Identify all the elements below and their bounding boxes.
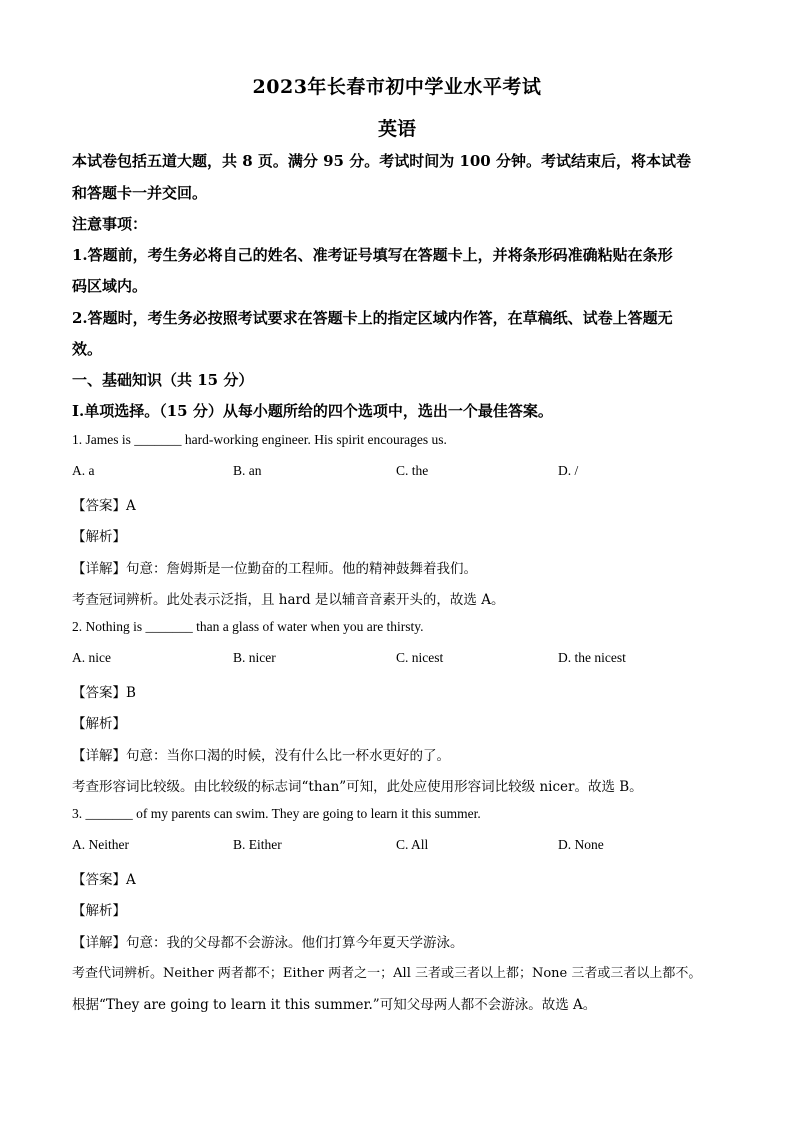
question-1-option-a: A. a <box>72 463 95 478</box>
question-3-stem: 3. _______ of my parents can swim. They are going to learn it this summer. <box>72 806 481 821</box>
question-2-stem: 2. Nothing is _______ than a glass of water when you are thirsty. <box>72 619 424 634</box>
question-3-option-b: B. Either <box>233 837 282 852</box>
question-2-option-c: C. nicest <box>396 650 444 665</box>
part-heading: I.单项选择。（15 分）从每小题所给的四个选项中，选出一个最佳答案。 <box>72 402 553 420</box>
notice-2-line-2: 效。 <box>72 340 103 358</box>
notice-title: 注意事项： <box>72 215 148 233</box>
question-3-option-a: A. Neither <box>72 837 129 852</box>
question-3-explain-1: 考查代词辨析。Neither 两者都不；Either 两者之一；All 三者或三者以上都；None 三者或三者以上都不。 <box>72 966 702 981</box>
exam-title: 2023年长春市初中学业水平考试 <box>252 76 542 98</box>
exam-subject: 英语 <box>377 118 416 140</box>
notice-2-line-1: 2.答题时，考生务必按照考试要求在答题卡上的指定区域内作答，在草稿纸、试卷上答题无 <box>72 309 673 327</box>
question-1-answer: 【答案】A <box>72 498 136 514</box>
question-2-explain: 考查形容词比较级。由比较级的标志词“than”可知，此处应使用形容词比较级 nicer。故选 B。 <box>72 779 643 795</box>
question-3-explain-2: 根据“They are going to learn it this summer.”可知父母两人都不会游泳。故选 A。 <box>72 997 597 1013</box>
question-1-option-d: D. / <box>558 463 579 478</box>
intro-line-1: 本试卷包括五道大题，共 8 页。满分 95 分。考试时间为 100 分钟。考试结束后，将本试卷 <box>72 152 691 170</box>
question-2-detail: 【详解】句意：当你口渴的时候，没有什么比一杯水更好的了。 <box>72 748 450 764</box>
section-heading: 一、基础知识（共 15 分） <box>72 371 254 389</box>
question-2-answer: 【答案】B <box>72 685 136 701</box>
question-1-option-b: B. an <box>233 463 262 478</box>
question-3-option-d: D. None <box>558 837 604 852</box>
question-3-answer: 【答案】A <box>72 872 136 888</box>
intro-line-2: 和答题卡一并交回。 <box>72 184 208 202</box>
question-3-analysis: 【解析】 <box>72 903 126 919</box>
question-1-stem: 1. James is _______ hard-working engineer. His spirit encourages us. <box>72 432 447 447</box>
question-2-option-d: D. the nicest <box>558 650 626 665</box>
question-2-option-b: B. nicer <box>233 650 276 665</box>
question-1-option-c: C. the <box>396 463 429 478</box>
question-2-option-a: A. nice <box>72 650 111 665</box>
question-1-detail: 【详解】句意：詹姆斯是一位勤奋的工程师。他的精神鼓舞着我们。 <box>72 561 477 577</box>
question-2-analysis: 【解析】 <box>72 716 126 732</box>
notice-1-line-1: 1.答题前，考生务必将自己的姓名、准考证号填写在答题卡上，并将条形码准确粘贴在条形 <box>72 246 673 264</box>
question-1-analysis: 【解析】 <box>72 529 126 545</box>
notice-1-line-2: 码区域内。 <box>72 277 148 295</box>
question-3-detail: 【详解】句意：我的父母都不会游泳。他们打算今年夏天学游泳。 <box>72 935 464 951</box>
question-1-explain: 考查冠词辨析。此处表示泛指，且 hard 是以辅音音素开头的，故选 A。 <box>72 592 505 608</box>
question-3-option-c: C. All <box>396 837 429 852</box>
